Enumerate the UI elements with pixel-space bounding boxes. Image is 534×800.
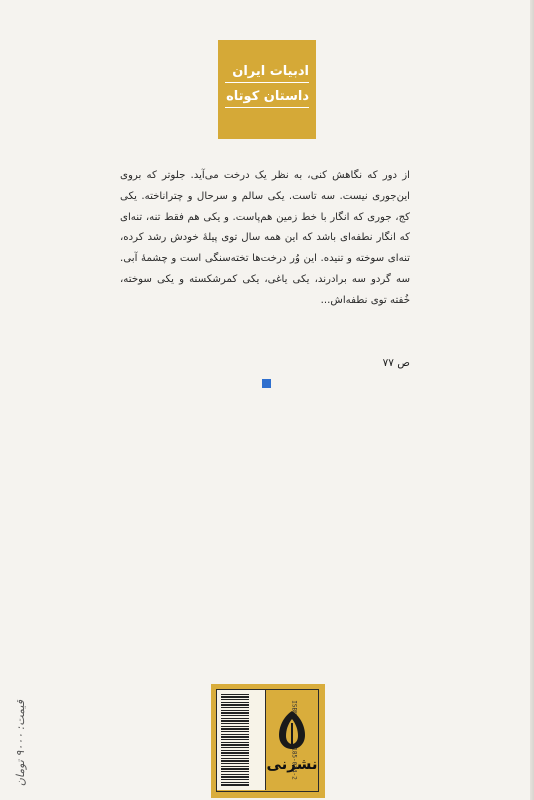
- publisher-box: [211, 684, 325, 798]
- page-reference: ص ۷۷: [382, 357, 410, 369]
- page-edge-shadow: [530, 0, 534, 800]
- series-label-box: [218, 40, 316, 139]
- publisher-logo-icon: [277, 709, 307, 751]
- barcode-bars: [221, 694, 249, 786]
- publisher-name: نشرنی: [266, 754, 318, 773]
- isbn-barcode: [217, 690, 266, 790]
- blue-square-ornament: [262, 379, 271, 388]
- back-cover-blurb: از دور که نگاهش کنی، به نظر یک درخت می‌آید. جلوتر که بروی این‌جوری نیست. سه تاست. یکی سالم و سرحال و چتراناخته. یکی کج، جوری که انگار با خط زمین هم‌پاست. و یکی هم فقط تنه، تنه‌ای که انگار نطفه‌ای باشد که این همه سال توی پیلهٔ خودش رشد کرده، تنه‌ای سوخته و تنیده. این وُر درخت‌ها تخته‌سنگی است و چشمهٔ آبی. سه گردو سه برادرند، یکی یاغی، یکی کمرشکسته و یکی سوخته، خُفته توی نطفه‌اش...: [120, 170, 410, 306]
- series-subtitle: داستان کوتاه: [225, 89, 309, 108]
- publisher-box-inner: [216, 689, 319, 792]
- series-title: ادبیات ایران: [225, 64, 309, 83]
- handwritten-price-note: قیمت: ۹۰۰۰ تومان: [14, 700, 27, 787]
